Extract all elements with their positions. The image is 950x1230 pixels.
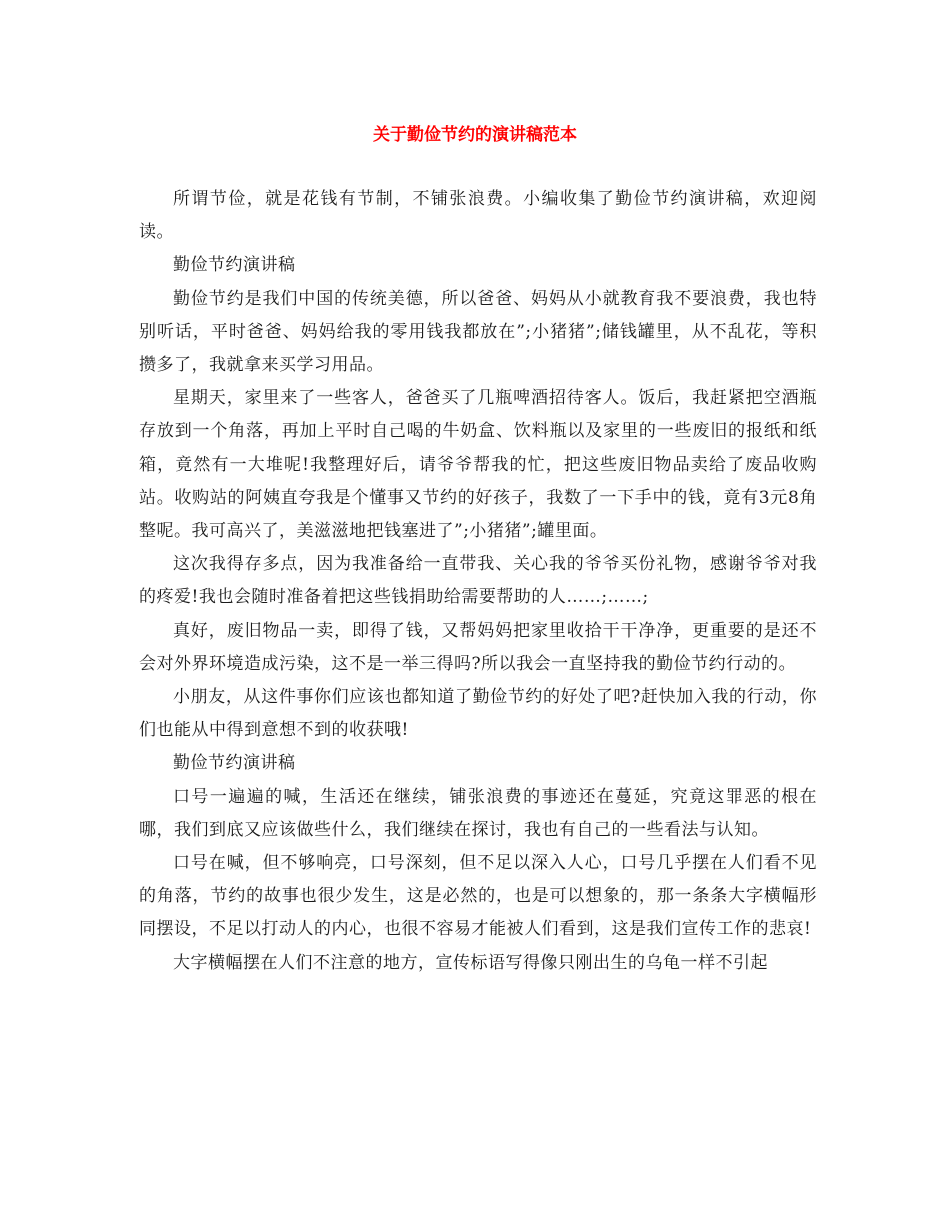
document-title: 关于勤俭节约的演讲稿范本 bbox=[373, 125, 577, 145]
paragraph: 真好，废旧物品一卖，即得了钱，又帮妈妈把家里收拾干干净净，更重要的是还不会对外界环境造成污染，这不是一举三得吗?所以我会一直坚持我的勤俭节约行动的。 bbox=[139, 620, 817, 674]
paragraph: 这次我得存多点，因为我准备给一直带我、关心我的爷爷买份礼物，感谢爷爷对我的疼爱!我也会随时准备着把这些钱捐助给需要帮助的人……;……; bbox=[139, 554, 817, 608]
section-heading: 勤俭节约演讲稿 bbox=[173, 753, 296, 774]
paragraph: 小朋友，从这件事你们应该也都知道了勤俭节约的好处了吧?赶快加入我的行动，你们也能从中得到意想不到的收获哦! bbox=[139, 687, 817, 741]
section-heading: 勤俭节约演讲稿 bbox=[173, 255, 296, 276]
paragraph: 口号在喊，但不够响亮，口号深刻，但不足以深入人心，口号几乎摆在人们看不见的角落，节约的故事也很少发生，这是必然的，也是可以想象的，那一条条大字横幅形同摆设，不足以打动人的内心，也很不容易才能被人们看到，这是我们宣传工作的悲哀! bbox=[139, 853, 817, 940]
paragraph: 星期天，家里来了一些客人，爸爸买了几瓶啤酒招待客人。饭后，我赶紧把空酒瓶存放到一个角落，再加上平时自己喝的牛奶盒、饮料瓶以及家里的一些废旧的报纸和纸箱，竟然有一大堆呢!我整理好后，请爷爷帮我的忙，把这些废旧物品卖给了废品收购站。收购站的阿姨直夸我是个懂事又节约的好孩子，我数了一下手中的钱，竟有3元8角整呢。我可高兴了，美滋滋地把钱塞进了”;小猪猪”;罐里面。 bbox=[139, 388, 817, 542]
paragraph: 口号一遍遍的喊，生活还在继续，铺张浪费的事迹还在蔓延，究竟这罪恶的根在哪，我们到底又应该做些什么，我们继续在探讨，我也有自己的一些看法与认知。 bbox=[139, 786, 817, 840]
paragraph-intro: 所谓节俭，就是花钱有节制，不铺张浪费。小编收集了勤俭节约演讲稿，欢迎阅读。 bbox=[139, 189, 817, 243]
document-body bbox=[139, 183, 817, 980]
paragraph: 大字横幅摆在人们不注意的地方，宣传标语写得像只刚出生的乌龟一样不引起 bbox=[173, 952, 768, 973]
paragraph: 勤俭节约是我们中国的传统美德，所以爸爸、妈妈从小就教育我不要浪费，我也特别听话，平时爸爸、妈妈给我的零用钱我都放在”;小猪猪”;储钱罐里，从不乱花，等积攒多了，我就拿来买学习用品。 bbox=[139, 288, 817, 376]
